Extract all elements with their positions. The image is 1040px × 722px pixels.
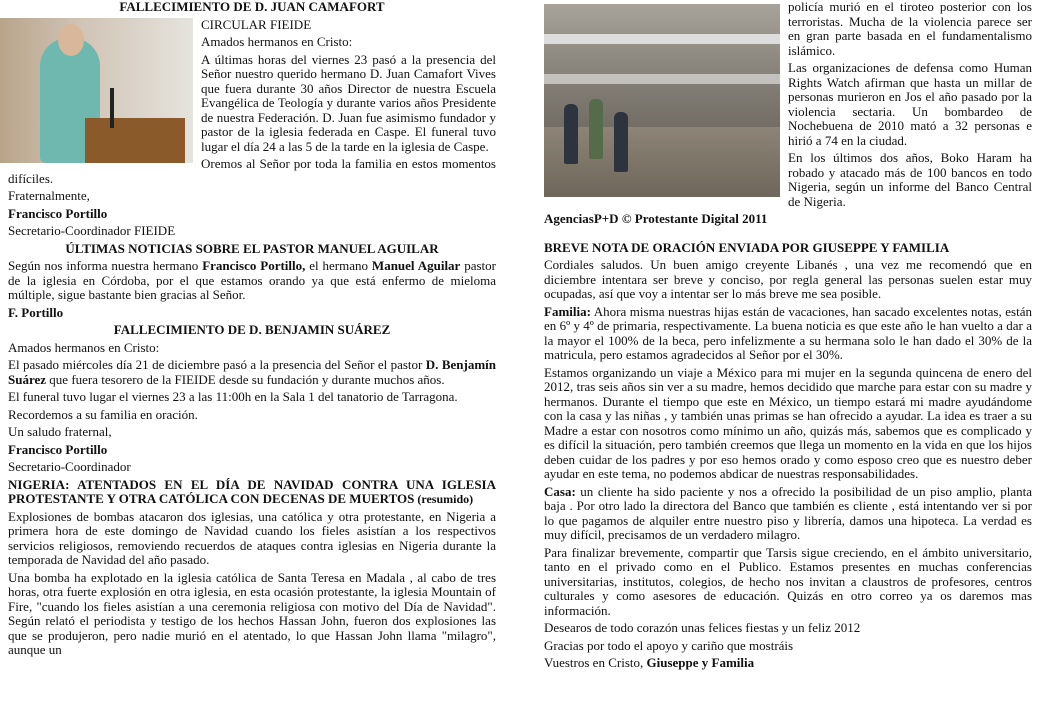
paragraph: Casa: un cliente ha sido paciente y nos a ofrecido la posibilidad de un piso amplio, planta baja . Por otro lado la directora del Banco que también es cliente , está intentando ver si por lo que pagamos de alquiler entre nuestro piso y librería, damos una hipoteca. La verdad es muy difícil, precisamos de un verdadero milagro. (544, 483, 1032, 542)
paragraph: Gracias por todo el apoyo y cariño que mostráis (544, 637, 794, 653)
paragraph: Una bomba ha explotado en la iglesia católica de Santa Teresa en Madala , al cabo de tres horas, otra fuerte explosión en otra iglesia, en esta ocasión protestante, la iglesia Mountain of Fire, "cuando los fieles asistían a una ceremonia religiosa con motivo del Día de Navidad". Según relató el periodista y testigo de los hechos Hassan John, fueron dos explosiones las que se produjeron, pero nadie murió en el atentado, lo que Hassan John llama "milagro", aunque un (8, 569, 496, 657)
source-credit: AgenciasP+D © Protestante Digital 2011 (544, 211, 768, 226)
paragraph: Para finalizar brevemente, compartir que Tarsis sigue creciendo, en el ámbito universitario, tanto en el privado como en el Publico. Estamos presentes en muchas conferencias universitarias, institutos, colegios, de hecho nos invitan a claustros de profesores, centros culturales y como asesores de educación. Quizás en otro correo ya os daremos mas información. (544, 544, 1032, 618)
signature-name: Francisco Portillo (8, 441, 108, 457)
paragraph: Desearos de todo corazón unas felices fiestas y un feliz 2012 (544, 620, 861, 635)
signature-name: Francisco Portillo (8, 205, 108, 221)
paragraph: Vuestros en Cristo, Giuseppe y Familia (544, 655, 755, 670)
paragraph: Familia: Ahora misma nuestras hijas están de vacaciones, han sacado excelentes notas, están en 6º y 4º de primaria, respectivamente. La buena noticia es que este año le han vuelto a dar a la mayor el 100% de la beca, pero infelizmente a su hermana solo le han dado el 30% de la matricula, pero estamos agradecidos al Señor por el 30%. (544, 303, 1032, 362)
heading-camafort: FALLECIMIENTO DE D. JUAN CAMAFORT (119, 0, 385, 14)
paragraph: Fraternalmente, (8, 188, 90, 203)
paragraph: Las organizaciones de defensa como Human Rights Watch afirman que hasta un millar de personas murieron en Jos el año pasado por la violencia sectaria. Un bombardeo de Nochebuena de 2010 mató a 32 personas e hirió a 74 en la ciudad. (788, 60, 1032, 148)
paragraph: Estamos organizando un viaje a México para mi mujer en la segunda quincena de enero del 2012, tras seis años sin ver a su madre, hemos decidido que marche para estar con su madre y hermanos. Durante el tiempo que este en México, un tiempo estará mi madre ayudándome con la casa y las niñas , y también unas primas se han ofrecido a ayudar. La idea es traer a su Madre a estar con nosotros como mínimo un año, quizás más, sabemos que es complicado y es difícil la situación, pero también creemos que llega un momento en la vida en que los hijos deben cuidar de los padres y por eso hemos orado y como esposo creo que es nuestro deber ayudar en este tema, no podemos abdicar de nuestras responsabilidades. (544, 364, 1032, 481)
paragraph: CIRCULAR FIEIDE (201, 16, 312, 32)
paragraph: Cordiales saludos. Un buen amigo creyente Libanés , una vez me recomendó que en diciembre intentara ser breve y conciso, por regla general las personas suelen estar muy ocupadas, así que voy a intentar ser lo más breve me sea posible. (544, 257, 1032, 301)
paragraph: policía murió en el tiroteo posterior con los terroristas. Mucha de la violencia parece ser en gran parte basada en el fundamentalismo islámico. (788, 0, 1032, 58)
heading-aguilar: ÚLTIMAS NOTICIAS SOBRE EL PASTOR MANUEL AGUILAR (65, 240, 439, 256)
right-column (544, 0, 1032, 674)
paragraph: Según nos informa nuestra hermano Francisco Portillo, el hermano Manuel Aguilar pastor de la iglesia en Córdoba, por el que estamos orando ya que está enfermo de mieloma múltiple, sigue bastante bien gracias al Señor. (8, 258, 496, 302)
paragraph: Un saludo fraternal, (8, 424, 112, 439)
photo-bombed-church (544, 4, 780, 197)
heading-suarez: FALLECIMIENTO DE D. BENJAMIN SUÁREZ (113, 322, 391, 337)
paragraph: Oremos al Señor por toda la familia en estos momentos difíciles. (8, 156, 496, 186)
paragraph: El pasado miércoles día 21 de diciembre pasó a la presencia del Señor el pastor D. Benjamín Suárez que fuera tesorero de la FIEIDE desde su fundación y durante muchos años. (8, 357, 496, 387)
paragraph: A últimas horas del viernes 23 pasó a la presencia del Señor nuestro querido hermano D. Juan Camafort Vives que fuera durante 30 años Director de nuestra Escuela Evangélica de Teología y durante varios años Presidente de nuestra Federación. D. Juan fue asimismo fundador y pastor de la iglesia federada en Caspe. El funeral tuvo lugar el día 24 a las 5 de la tarde en la iglesia de Caspe. (201, 51, 496, 154)
paragraph: Amados hermanos en Cristo: (8, 339, 160, 355)
signature-title: Secretario-Coordinador FIEIDE (8, 223, 176, 238)
paragraph: Recordemos a su familia en oración. (8, 406, 198, 422)
photo-juan-camafort (0, 18, 193, 163)
paragraph: Explosiones de bombas atacaron dos iglesias, una católica y otra protestante, en Nigeria a primera hora de este domingo de Navidad cuando los fieles asistían a los respectivos servicios religiosos, removiendo recuerdos de ataques contra iglesias en Nigeria durante la temporada de Navidad del año pasado. (8, 508, 496, 567)
paragraph: En los últimos dos años, Boko Haram ha robado y atacado más de 100 bancos en todo Nigeria, según un informe del Banco Central de Nigeria. (788, 150, 1032, 209)
paragraph: El funeral tuvo lugar el viernes 23 a las 11:00h en la Sala 1 del tanatorio de Tarragona. (8, 389, 458, 404)
left-column (8, 0, 496, 661)
signature-title: Secretario-Coordinador (8, 459, 131, 474)
heading-giuseppe: BREVE NOTA DE ORACIÓN ENVIADA POR GIUSEPPE Y FAMILIA (544, 239, 950, 255)
paragraph: Amados hermanos en Cristo: (201, 34, 353, 49)
heading-nigeria: NIGERIA: ATENTADOS EN EL DÍA DE NAVIDAD CONTRA UNA IGLESIA PROTESTANTE Y OTRA CATÓLICA CON DECENAS DE MUERTOS (resumido) (8, 476, 496, 506)
signature-name: F. Portillo (8, 304, 64, 320)
